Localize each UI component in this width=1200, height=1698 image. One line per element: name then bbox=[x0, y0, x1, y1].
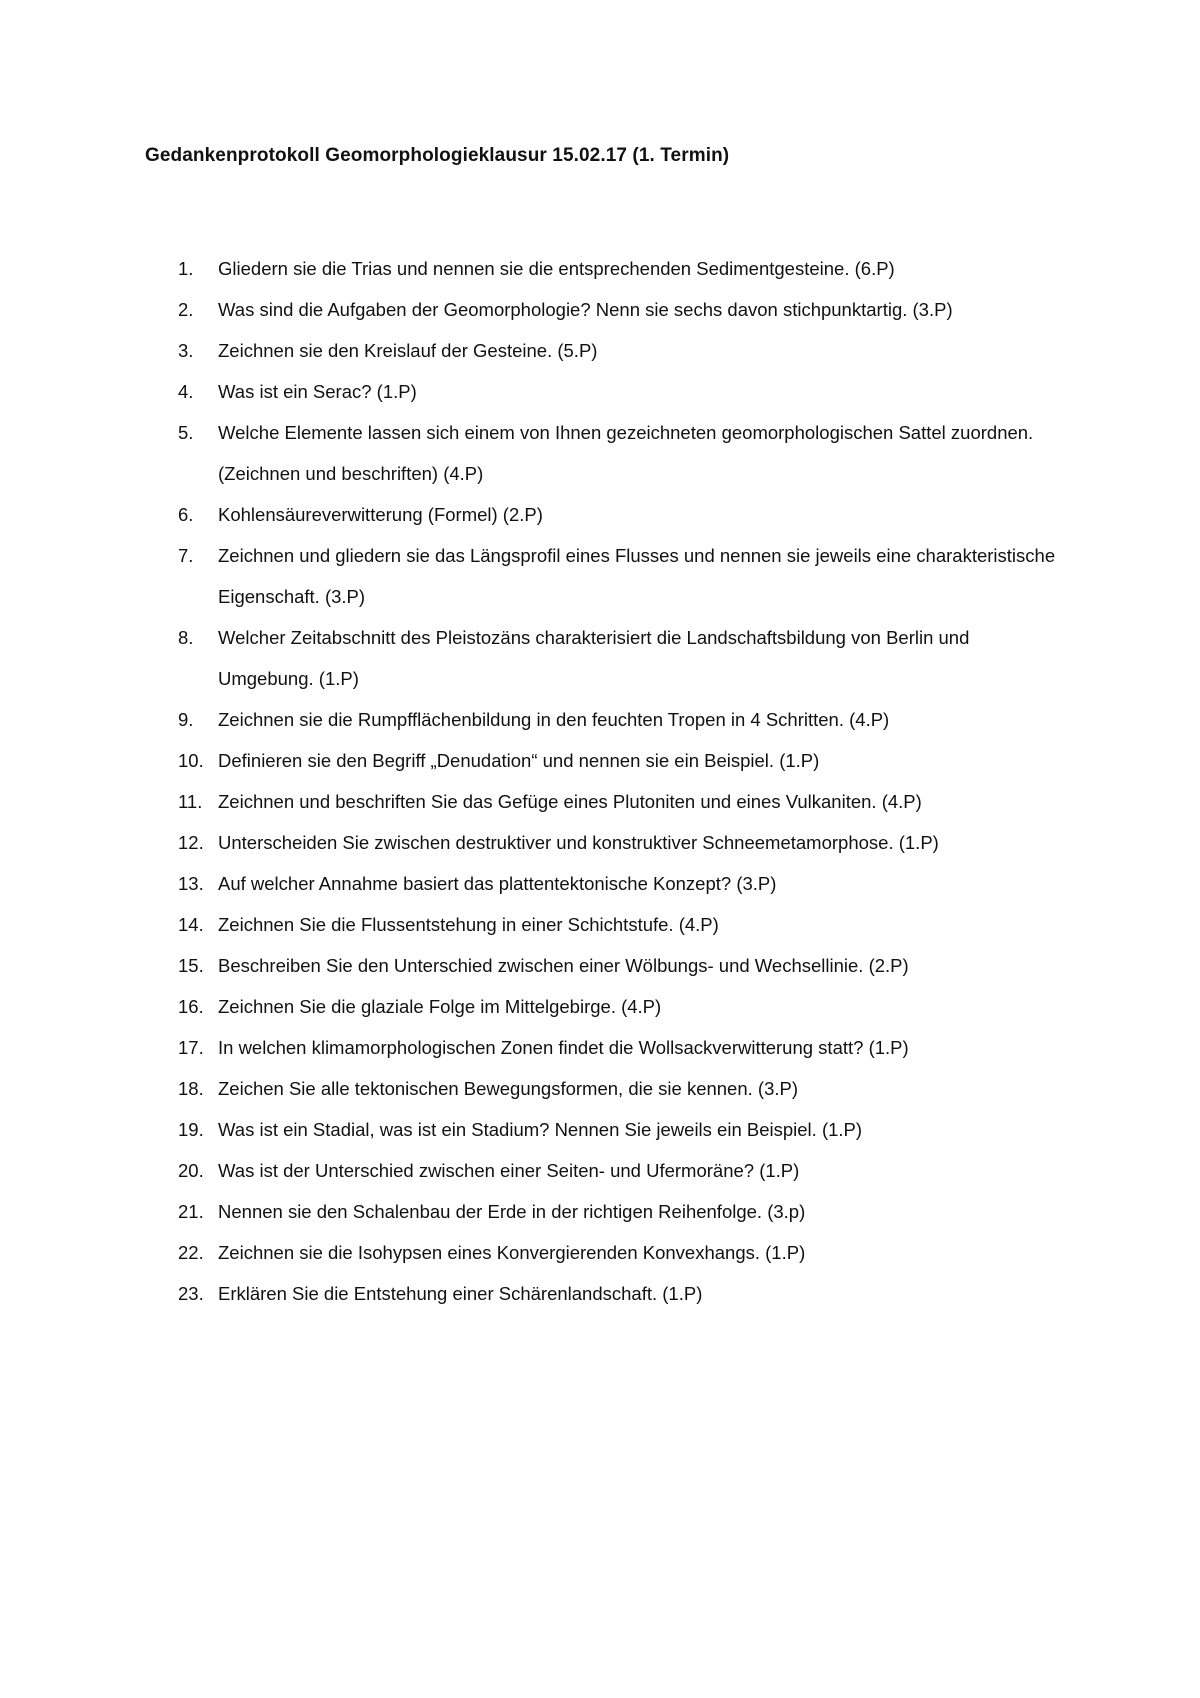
question-number: 2. bbox=[178, 299, 194, 320]
question-item bbox=[178, 1027, 1058, 1068]
question-number: 15. bbox=[178, 955, 204, 976]
question-item bbox=[178, 863, 1058, 904]
question-number: 4. bbox=[178, 381, 194, 402]
question-text: Was ist der Unterschied zwischen einer Seiten- und Ufermoräne? (1.P) bbox=[218, 1160, 800, 1181]
question-text: In welchen klimamorphologischen Zonen findet die Wollsackverwitterung statt? (1.P) bbox=[218, 1037, 909, 1058]
question-text: Beschreiben Sie den Unterschied zwischen einer Wölbungs- und Wechsellinie. (2.P) bbox=[218, 955, 909, 976]
question-text: Was ist ein Stadial, was ist ein Stadium? Nennen Sie jeweils ein Beispiel. (1.P) bbox=[218, 1119, 863, 1140]
question-text: Zeichnen und gliedern sie das Längsprofil eines Flusses und nennen sie jeweils eine charakteristische Eigenschaft. (3.P) bbox=[218, 545, 1056, 607]
question-number: 17. bbox=[178, 1037, 204, 1058]
question-text: Zeichnen sie den Kreislauf der Gesteine. (5.P) bbox=[218, 340, 598, 361]
question-item bbox=[178, 904, 1058, 945]
question-item bbox=[178, 781, 1058, 822]
question-item bbox=[178, 535, 1058, 617]
question-item bbox=[178, 1109, 1058, 1150]
question-item bbox=[178, 371, 1058, 412]
question-number: 13. bbox=[178, 873, 204, 894]
question-text: Zeichnen sie die Isohypsen eines Konvergierenden Konvexhangs. (1.P) bbox=[218, 1242, 806, 1263]
question-text: Zeichnen sie die Rumpfflächenbildung in den feuchten Tropen in 4 Schritten. (4.P) bbox=[218, 709, 890, 730]
question-number: 9. bbox=[178, 709, 194, 730]
question-number: 5. bbox=[178, 422, 194, 443]
question-item bbox=[178, 289, 1058, 330]
question-text: Was ist ein Serac? (1.P) bbox=[218, 381, 417, 402]
question-item bbox=[178, 617, 1058, 699]
question-text: Zeichnen Sie die glaziale Folge im Mittelgebirge. (4.P) bbox=[218, 996, 662, 1017]
question-number: 20. bbox=[178, 1160, 204, 1181]
question-item bbox=[178, 330, 1058, 371]
question-number: 19. bbox=[178, 1119, 204, 1140]
question-number: 23. bbox=[178, 1283, 204, 1304]
question-item bbox=[178, 1068, 1058, 1109]
question-item bbox=[178, 986, 1058, 1027]
question-number: 1. bbox=[178, 258, 194, 279]
question-text: Zeichnen Sie die Flussentstehung in einer Schichtstufe. (4.P) bbox=[218, 914, 719, 935]
question-number: 3. bbox=[178, 340, 194, 361]
question-number: 8. bbox=[178, 627, 194, 648]
question-text: Erklären Sie die Entstehung einer Schärenlandschaft. (1.P) bbox=[218, 1283, 703, 1304]
question-item bbox=[178, 1150, 1058, 1191]
question-number: 21. bbox=[178, 1201, 204, 1222]
question-item bbox=[178, 1232, 1058, 1273]
question-text: Zeichnen und beschriften Sie das Gefüge eines Plutoniten und eines Vulkaniten. (4.P) bbox=[218, 791, 922, 812]
question-item bbox=[178, 412, 1058, 494]
question-number: 16. bbox=[178, 996, 204, 1017]
question-text: Nennen sie den Schalenbau der Erde in der richtigen Reihenfolge. (3.p) bbox=[218, 1201, 806, 1222]
question-number: 10. bbox=[178, 750, 204, 771]
question-number: 22. bbox=[178, 1242, 204, 1263]
question-item bbox=[178, 822, 1058, 863]
question-text: Definieren sie den Begriff „Denudation“ und nennen sie ein Beispiel. (1.P) bbox=[218, 750, 820, 771]
question-number: 7. bbox=[178, 545, 194, 566]
question-list bbox=[178, 248, 1058, 1314]
question-item bbox=[178, 494, 1058, 535]
question-text: Gliedern sie die Trias und nennen sie die entsprechenden Sedimentgesteine. (6.P) bbox=[218, 258, 895, 279]
question-text: Welche Elemente lassen sich einem von Ihnen gezeichneten geomorphologischen Sattel zuordnen. (Zeichnen und beschriften) (4.P) bbox=[218, 422, 1034, 484]
question-text: Kohlensäureverwitterung (Formel) (2.P) bbox=[218, 504, 543, 525]
question-item bbox=[178, 248, 1058, 289]
document-title: Gedankenprotokoll Geomorphologieklausur 15.02.17 (1. Termin) bbox=[145, 145, 730, 166]
question-number: 12. bbox=[178, 832, 204, 853]
question-text: Welcher Zeitabschnitt des Pleistozäns charakterisiert die Landschaftsbildung von Berlin und Umgebung. (1.P) bbox=[218, 627, 970, 689]
question-item bbox=[178, 1191, 1058, 1232]
question-number: 11. bbox=[178, 791, 203, 812]
question-text: Zeichen Sie alle tektonischen Bewegungsformen, die sie kennen. (3.P) bbox=[218, 1078, 799, 1099]
question-number: 6. bbox=[178, 504, 194, 525]
question-item bbox=[178, 945, 1058, 986]
question-item bbox=[178, 1273, 1058, 1314]
question-number: 18. bbox=[178, 1078, 204, 1099]
question-item bbox=[178, 699, 1058, 740]
question-text: Auf welcher Annahme basiert das plattentektonische Konzept? (3.P) bbox=[218, 873, 777, 894]
question-text: Was sind die Aufgaben der Geomorphologie? Nenn sie sechs davon stichpunktartig. (3.P) bbox=[218, 299, 953, 320]
question-text: Unterscheiden Sie zwischen destruktiver und konstruktiver Schneemetamorphose. (1.P) bbox=[218, 832, 939, 853]
question-number: 14. bbox=[178, 914, 204, 935]
question-item bbox=[178, 740, 1058, 781]
